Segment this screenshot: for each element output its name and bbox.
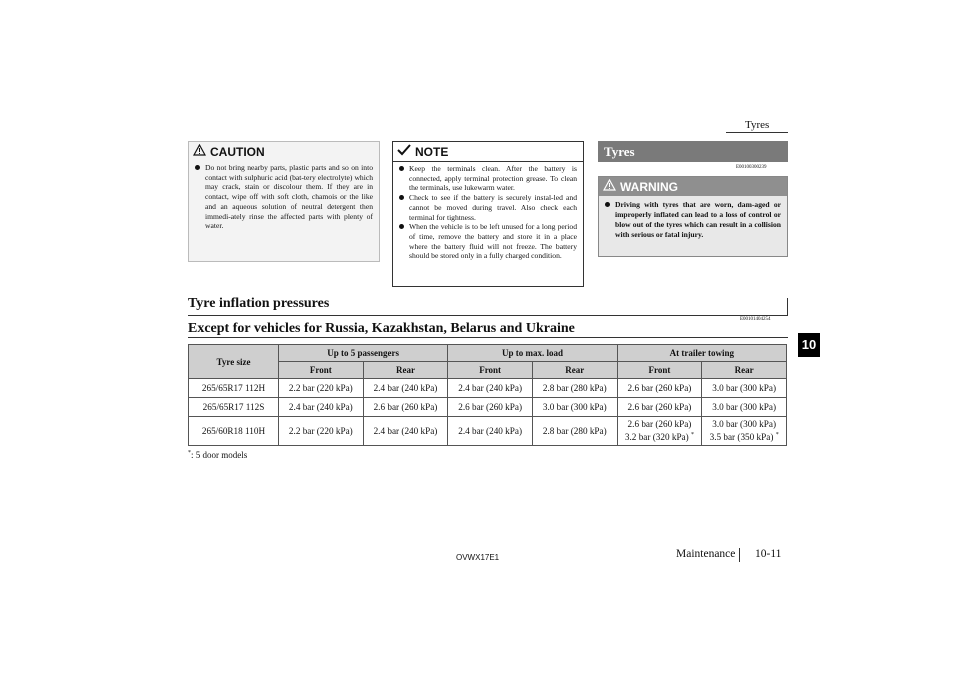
subsection-title: Except for vehicles for Russia, Kazakhstan, Belarus and Ukraine (188, 321, 575, 336)
table-cell: 2.6 bar (260 kPa) (617, 379, 702, 398)
list-item (399, 164, 577, 193)
table-cell: 2.4 bar (240 kPa) (448, 417, 533, 446)
column-header-tyre-size: Tyre size (189, 345, 279, 379)
table-cell: 2.8 bar (280 kPa) (532, 417, 617, 446)
warning-box (598, 176, 788, 257)
running-header: Tyres (745, 119, 770, 131)
footnote-marker: * (691, 431, 694, 438)
header-rule (726, 132, 788, 133)
table-cell-multi (702, 417, 787, 446)
table-row (189, 417, 787, 446)
table-cell: 3.0 bar (300 kPa) (532, 398, 617, 417)
list-item (605, 200, 781, 240)
table-row (189, 379, 787, 398)
warning-triangle-icon (603, 179, 616, 194)
note-text: Check to see if the battery is securely instal-led and cannot be moved during travel. Also check each terminal for tightness. (409, 193, 577, 222)
page-number: 10-11 (755, 548, 782, 560)
table-cell: 3.0 bar (300 kPa) (702, 398, 787, 417)
cell-line: 2.6 bar (260 kPa) (627, 418, 692, 429)
chapter-tab: 10 (798, 333, 820, 357)
column-header: Front (448, 362, 533, 379)
cell-line: 3.0 bar (300 kPa) (712, 418, 777, 429)
caution-list (189, 161, 379, 231)
warning-heading (599, 177, 787, 196)
table-cell: 3.0 bar (300 kPa) (702, 379, 787, 398)
footer-section: Maintenance (676, 548, 736, 560)
bullet-icon (399, 195, 404, 200)
tyres-section-heading: Tyres (598, 141, 788, 162)
tyre-pressure-table (188, 344, 787, 446)
tyres-code: E00100300239 (736, 165, 767, 170)
cell-line: 3.5 bar (350 kPa) (709, 432, 774, 443)
table-cell: 2.6 bar (260 kPa) (363, 398, 448, 417)
section-code: E00101404254 (740, 317, 771, 322)
table-cell: 2.4 bar (240 kPa) (448, 379, 533, 398)
table-cell: 2.4 bar (240 kPa) (279, 398, 364, 417)
note-text: Keep the terminals clean. After the battery is connected, apply terminal protection grease. To clean the terminals, use lukewarm water. (409, 164, 577, 193)
table-cell: 2.4 bar (240 kPa) (363, 417, 448, 446)
note-box (392, 141, 584, 287)
bullet-icon (195, 165, 200, 170)
table-cell: 2.6 bar (260 kPa) (617, 398, 702, 417)
table-cell: 265/60R18 110H (189, 417, 279, 446)
list-item (399, 222, 577, 261)
column-group-header: Up to max. load (448, 345, 617, 362)
list-item (399, 193, 577, 222)
bullet-icon (605, 202, 610, 207)
bullet-icon (399, 224, 404, 229)
table-cell: 2.2 bar (220 kPa) (279, 379, 364, 398)
column-group-header: Up to 5 passengers (279, 345, 448, 362)
table-footnote (188, 450, 247, 460)
caution-text: Do not bring nearby parts, plastic parts and so on into contact with sulphuric acid (bat-tery electrolyte) which may crack, stain or discolour them. If they are in contact, wipe off with soft cloth, chamois or the like and an aqueous solution of neutral detergent then immedi-ately rinse the affected parts with plenty of water. (205, 163, 373, 231)
caution-heading (189, 142, 379, 161)
caution-box (188, 141, 380, 262)
footer-code: OVWX17E1 (456, 553, 500, 562)
note-list (393, 162, 583, 261)
warning-list (599, 196, 787, 240)
section-rule-vertical (787, 298, 788, 315)
table-cell: 2.6 bar (260 kPa) (448, 398, 533, 417)
note-text: When the vehicle is to be left unused for a long period of time, remove the battery and store it in a place where the battery fluid will not freeze. The battery should be stored only in a fully charged condition. (409, 222, 577, 261)
table-cell: 265/65R17 112H (189, 379, 279, 398)
table-cell-multi (617, 417, 702, 446)
subsection-rule (188, 337, 788, 338)
column-group-header: At trailer towing (617, 345, 786, 362)
warning-label: WARNING (620, 179, 678, 194)
footnote-text: : 5 door models (191, 450, 248, 460)
table-cell: 2.4 bar (240 kPa) (363, 379, 448, 398)
section-title: Tyre inflation pressures (188, 296, 330, 311)
footnote-marker: * (775, 431, 779, 438)
column-header: Rear (532, 362, 617, 379)
column-header: Rear (702, 362, 787, 379)
warning-text: Driving with tyres that are worn, dam-aged or improperly inflated can lead to a loss of control or blow out of the tyres which can result in a collision with serious or fatal injury. (615, 200, 781, 239)
table-cell: 2.8 bar (280 kPa) (532, 379, 617, 398)
footnote-marker: * (188, 450, 191, 456)
note-heading (393, 142, 583, 162)
column-header: Front (617, 362, 702, 379)
warning-triangle-icon (193, 144, 206, 159)
bullet-icon (399, 166, 404, 171)
table-cell: 2.2 bar (220 kPa) (279, 417, 364, 446)
cell-line: 3.2 bar (320 kPa) (624, 432, 689, 443)
footer-rule (739, 548, 740, 562)
section-rule (188, 315, 788, 316)
note-label: NOTE (415, 144, 449, 159)
caution-label: CAUTION (210, 144, 265, 159)
column-header: Rear (363, 362, 448, 379)
check-badge-icon (397, 144, 411, 159)
table-row (189, 398, 787, 417)
list-item (195, 163, 373, 231)
table-cell: 265/65R17 112S (189, 398, 279, 417)
column-header: Front (279, 362, 364, 379)
